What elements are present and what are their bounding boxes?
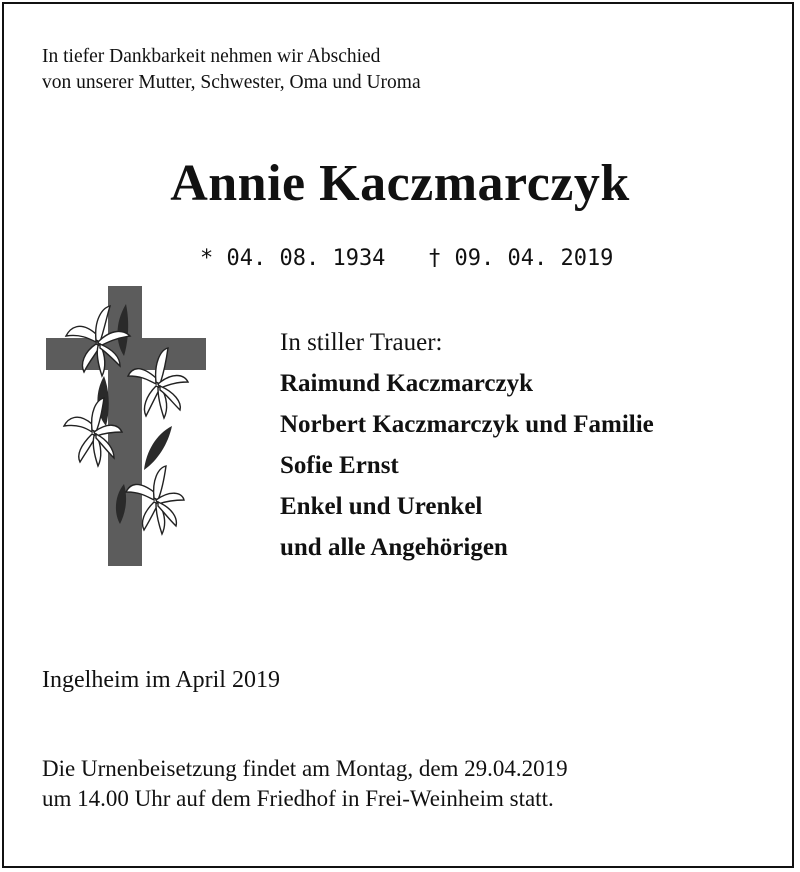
mourners-intro: In stiller Trauer: — [280, 329, 443, 356]
intro-line-1: In tiefer Dankbarkeit nehmen wir Abschied — [42, 46, 381, 67]
mourner-name: Enkel und Urenkel — [280, 493, 483, 520]
intro-line-2: von unserer Mutter, Schwester, Oma und Uroma — [42, 72, 421, 93]
burial-info — [42, 754, 568, 814]
mourner-name: und alle Angehörigen — [280, 534, 508, 561]
birth-date: * 04. 08. 1934 — [200, 246, 386, 271]
mourners-block — [280, 322, 654, 568]
leaf-icon — [144, 426, 172, 470]
burial-line-1: Die Urnenbeisetzung findet am Montag, dem 29.04.2019 — [42, 756, 568, 781]
cross-icon — [44, 284, 210, 570]
burial-line-2: um 14.00 Uhr auf dem Friedhof in Frei-Weinheim statt. — [42, 786, 554, 811]
mourner-name: Norbert Kaczmarczyk und Familie — [280, 411, 654, 438]
deceased-name: Annie Kaczmarczyk — [170, 155, 630, 212]
mourner-name: Raimund Kaczmarczyk — [280, 370, 533, 397]
cross-with-lilies-illustration — [44, 284, 210, 570]
place-and-date: Ingelheim im April 2019 — [42, 667, 280, 693]
intro-text — [42, 44, 421, 96]
mourner-name: Sofie Ernst — [280, 452, 399, 479]
death-date: † 09. 04. 2019 — [428, 246, 614, 271]
